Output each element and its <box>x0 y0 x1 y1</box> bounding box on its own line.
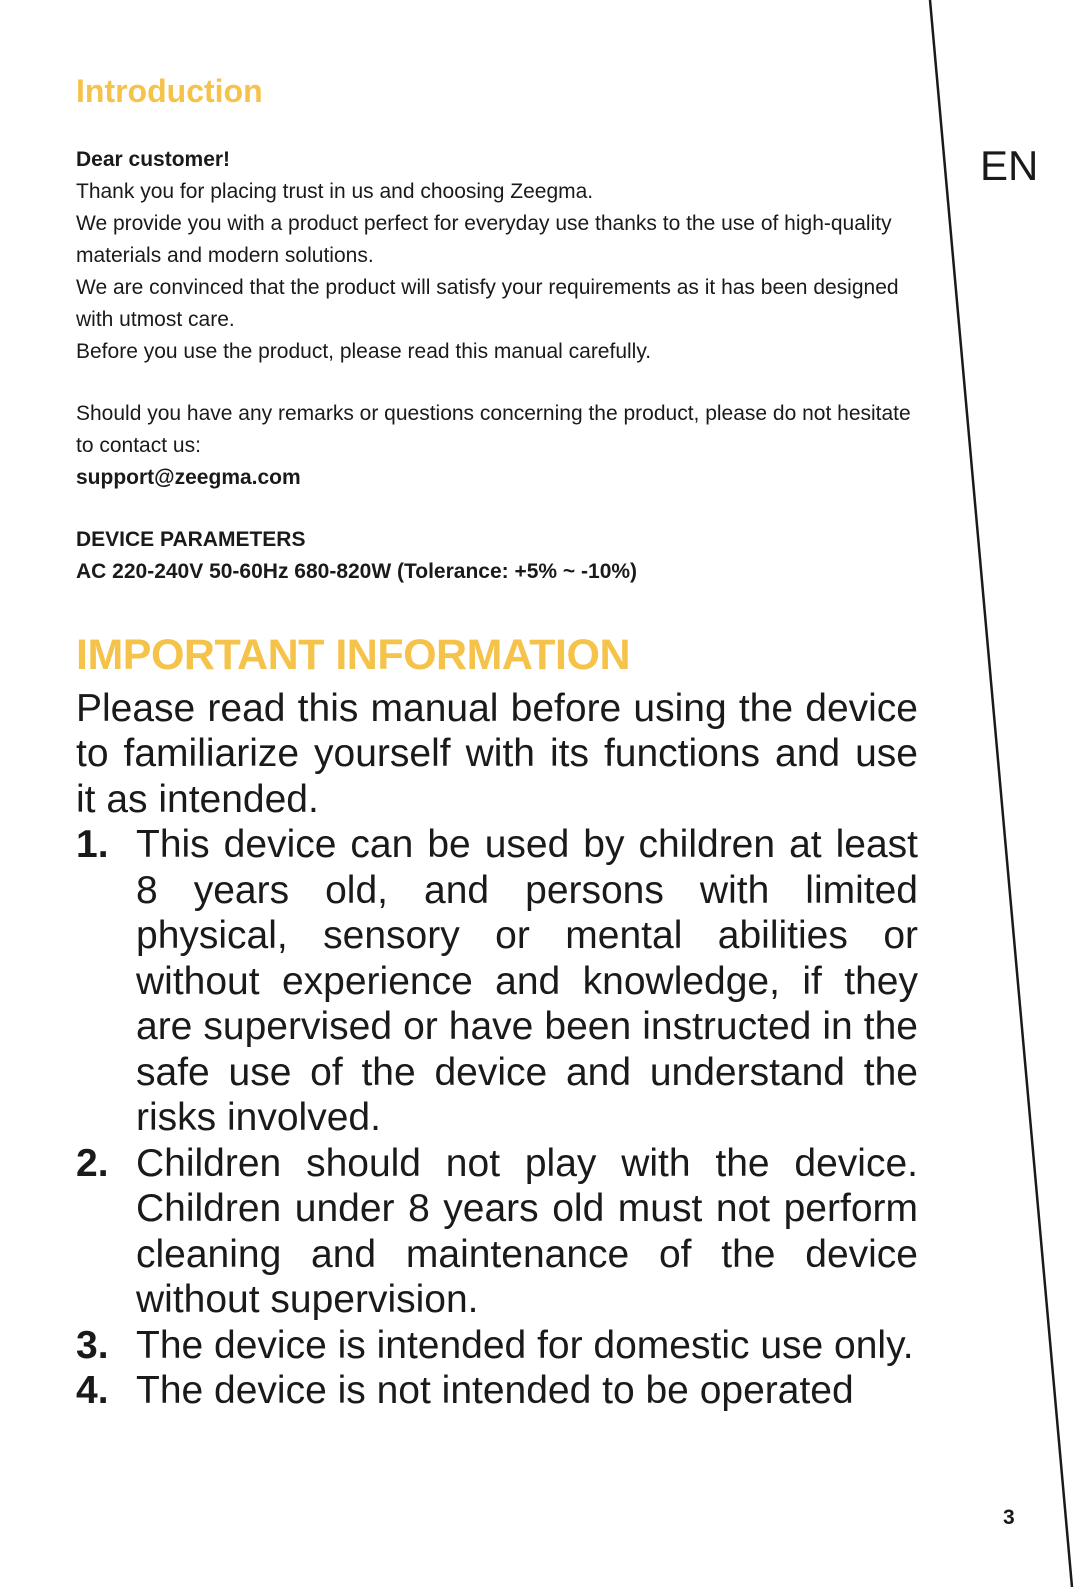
list-item-number: 4. <box>76 1369 109 1413</box>
list-item-number: 2. <box>76 1141 109 1185</box>
important-information-title: IMPORTANT INFORMATION <box>76 631 631 680</box>
language-tab: EN <box>980 142 1039 189</box>
page-number: 3 <box>1003 1506 1015 1529</box>
list-item-number: 3. <box>76 1323 109 1367</box>
list-item <box>76 1368 918 1414</box>
manual-page-content <box>76 72 918 1414</box>
list-item <box>76 1323 918 1369</box>
list-item <box>76 822 918 1141</box>
safety-rules-list <box>76 822 918 1414</box>
device-parameters-heading: DEVICE PARAMETERS <box>76 528 306 552</box>
intro-paragraph-2: We provide you with a product perfect for everyday use thanks to the use of high-quality materials and modern solutions. <box>76 212 892 268</box>
contact-text: Should you have any remarks or questions concerning the product, please do not hesitate to contact us: <box>76 402 911 458</box>
list-item <box>76 1141 918 1323</box>
device-parameters-spec: AC 220-240V 50-60Hz 680-820W (Tolerance: +5% ~ -10%) <box>76 560 638 584</box>
list-item-number: 1. <box>76 823 109 867</box>
greeting: Dear customer! <box>76 148 231 172</box>
list-item-text: The device is intended for domestic use only. <box>136 1323 914 1367</box>
support-email: support@zeegma.com <box>76 466 301 490</box>
intro-paragraph-4: Before you use the product, please read this manual carefully. <box>76 340 652 364</box>
list-item-text: The device is not intended to be operated <box>136 1369 854 1413</box>
intro-paragraph-3: We are convinced that the product will satisfy your requirements as it has been designed with utmost care. <box>76 276 899 332</box>
intro-paragraph-1: Thank you for placing trust in us and choosing Zeegma. <box>76 180 594 204</box>
intro-title: Introduction <box>76 73 263 109</box>
important-lead: Please read this manual before using the device to familiarize yourself with its functions and use it as intended. <box>76 686 918 821</box>
list-item-text: This device can be used by children at least 8 years old, and persons with limited physical, sensory or mental abilities or without experience and knowledge, if they are supervised or have been instructed in the safe use of the device and understand the risks involved. <box>136 823 918 1140</box>
list-item-text: Children should not play with the device. Children under 8 years old must not perform cleaning and maintenance of the device without supervision. <box>136 1141 918 1322</box>
